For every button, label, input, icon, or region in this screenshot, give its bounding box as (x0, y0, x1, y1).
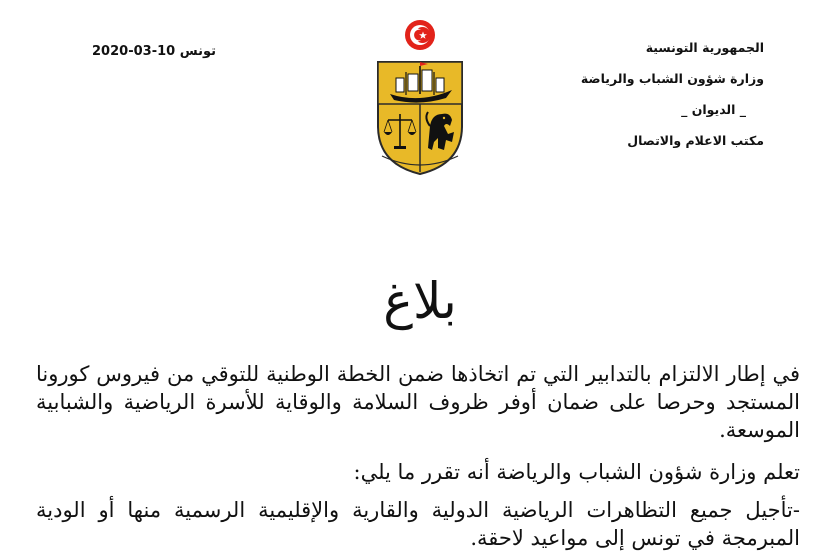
letterhead-republic: الجمهورية التونسية (645, 40, 764, 55)
letterhead-ministry: وزارة شؤون الشباب والرياضة (580, 71, 764, 86)
document-date: تونس 10-03-2020 (92, 44, 217, 59)
tunisia-coat-of-arms-icon (372, 14, 468, 176)
letterhead (524, 40, 764, 164)
letterhead-cabinet: _ الديوان _ (681, 102, 746, 117)
document-body (36, 360, 800, 552)
letterhead-office: مكتب الاعلام والاتصال (627, 133, 764, 148)
body-list-item: -تأجيل جميع التظاهرات الرياضية الدولية والقارية والإقليمية الرسمية منها أو الودية المبرمجة في تونس إلى مواعيد لاحقة. (36, 498, 800, 550)
body-paragraph-announcement: تعلم وزارة شؤون الشباب والرياضة أنه تقرر ما يلي: (353, 460, 800, 484)
body-paragraph-intro: في إطار الالتزام بالتدابير التي تم اتخاذها ضمن الخطة الوطنية للتوقي من فيروس كورونا المستجد وحرصا على ضمان أوفر ظروف السلامة والوقاية للأسرة الرياضية والشبابية الموسعة. (36, 362, 800, 442)
document-title: بلاغ (383, 272, 457, 330)
